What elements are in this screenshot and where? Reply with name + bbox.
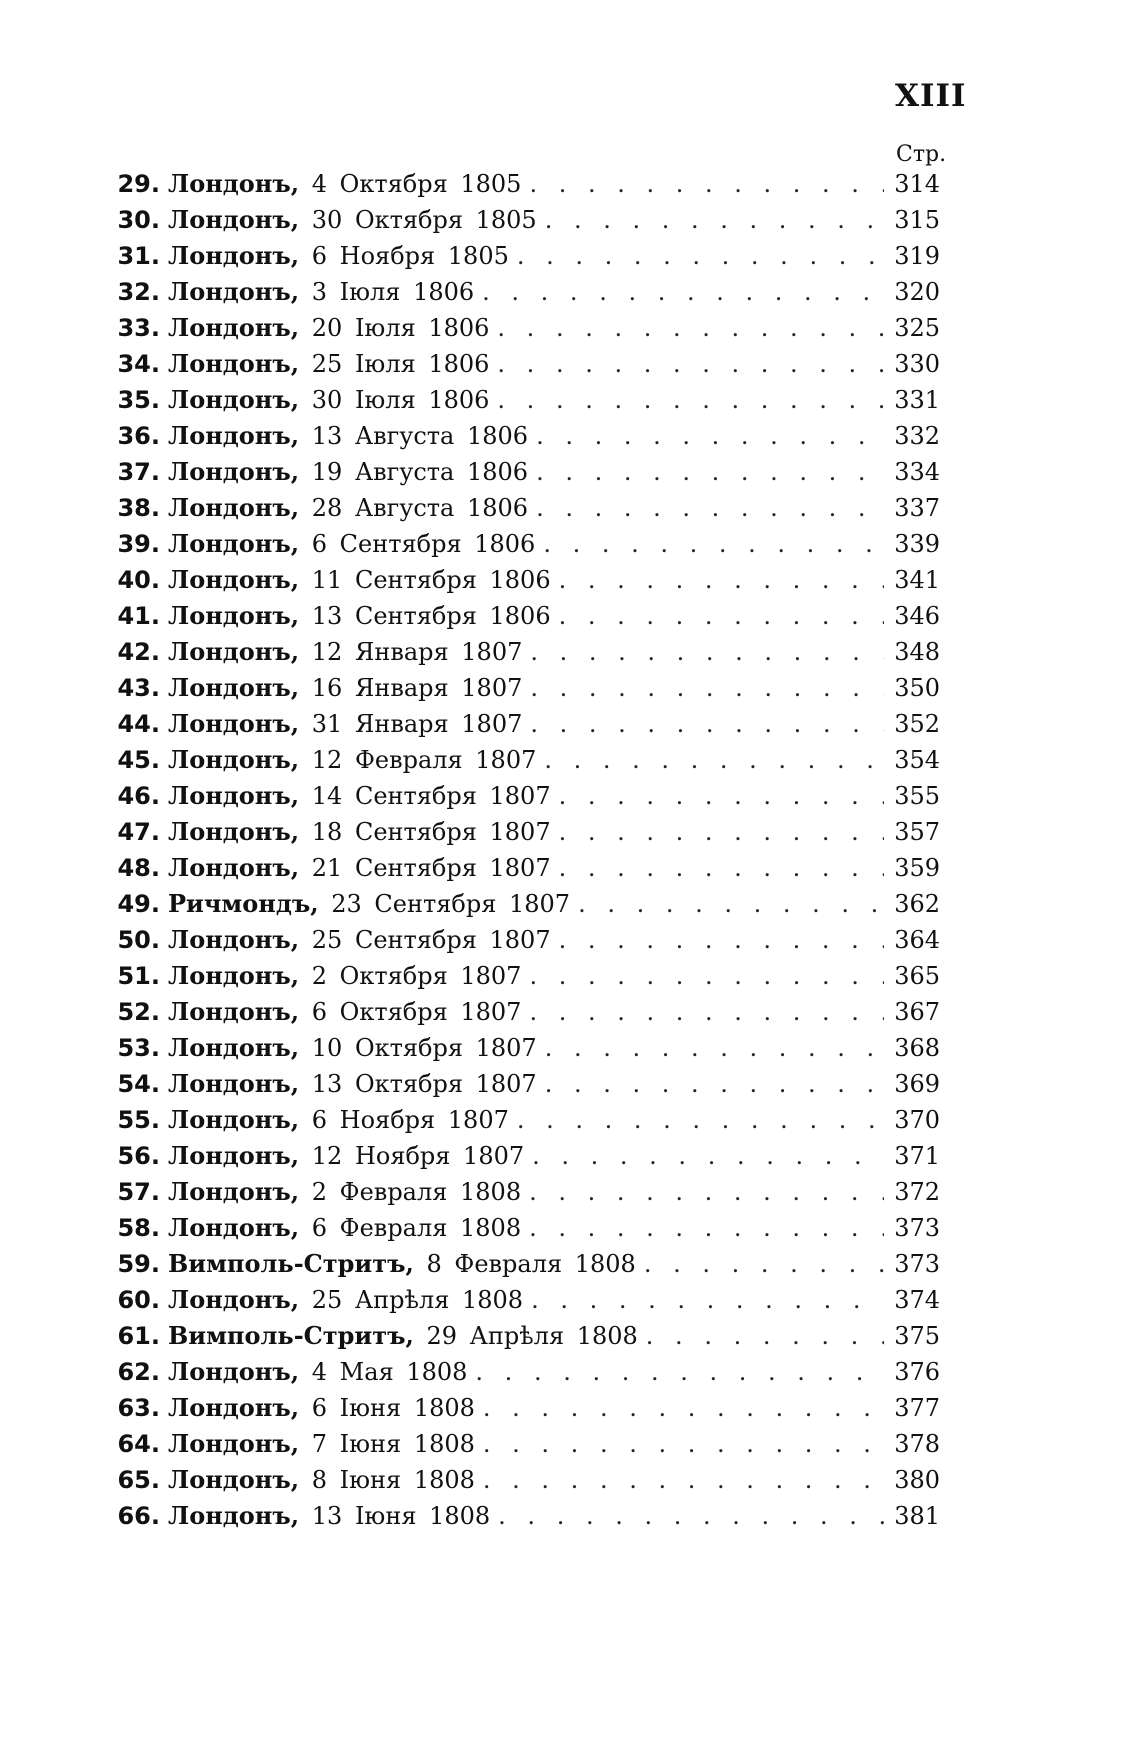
entry-place: Лондонъ, [168,169,300,198]
entry-title [160,1390,475,1426]
entry-page: 381 [894,1502,940,1530]
entry-number: 32. [117,278,160,306]
entry-number: 49. [117,890,160,918]
entry-page: 380 [894,1466,940,1494]
entry-place: Лондонъ, [168,997,300,1026]
entry-title [160,1210,521,1246]
toc-entry [100,274,940,310]
page-column-heading: Стр. [896,142,947,167]
toc-entry [100,310,940,346]
dot-leader [545,1030,884,1066]
entry-date: 12 Февраля 1807 [311,746,537,774]
entry-place: Лондонъ, [168,205,300,234]
entry-place: Лондонъ, [168,817,300,846]
entry-page: 341 [894,566,940,594]
toc-entry [100,490,940,526]
dot-leader [578,886,884,922]
entry-title [160,634,522,670]
entry-place: Лондонъ, [168,781,300,810]
toc-entry [100,958,940,994]
entry-place: Лондонъ, [168,1105,300,1134]
toc-entry [100,994,940,1030]
dot-leader [559,850,884,886]
entry-title [160,202,537,238]
entry-number: 40. [117,566,160,594]
entry-page: 377 [894,1394,940,1422]
entry-title [160,850,551,886]
toc-entry [100,886,940,922]
dot-leader [530,634,884,670]
entry-page: 332 [894,422,940,450]
entry-date: 11 Сентября 1806 [311,566,551,594]
entry-date: 31 Января 1807 [311,710,523,738]
entry-place: Лондонъ, [168,1213,300,1242]
entry-place: Лондонъ, [168,709,300,738]
entry-page: 370 [894,1106,940,1134]
entry-number: 54. [117,1070,160,1098]
toc-entry [100,454,940,490]
entry-date: 30 Іюля 1806 [311,386,490,414]
entry-page: 372 [894,1178,940,1206]
entry-page: 373 [894,1250,940,1278]
dot-leader [498,1498,884,1534]
dot-leader [529,958,884,994]
entry-date: 13 Октября 1807 [311,1070,537,1098]
toc-entry [100,670,940,706]
entry-number: 36. [117,422,160,450]
entry-number: 50. [117,926,160,954]
entry-page: 339 [894,530,940,558]
entry-date: 7 Іюня 1808 [311,1430,475,1458]
dot-leader [529,1210,884,1246]
entry-title [160,382,489,418]
entry-page: 376 [894,1358,940,1386]
entry-date: 23 Сентября 1807 [331,890,571,918]
entry-page: 355 [894,782,940,810]
entry-place: Лондонъ, [168,241,300,270]
entry-number: 52. [117,998,160,1026]
dot-leader [517,1102,884,1138]
entry-place: Лондонъ, [168,1465,300,1494]
entry-date: 30 Октября 1805 [311,206,537,234]
entry-place: Лондонъ, [168,385,300,414]
entry-title [160,346,489,382]
dot-leader [536,418,884,454]
entry-title [160,1030,537,1066]
entry-page: 352 [894,710,940,738]
toc-entry [100,166,940,202]
entry-place: Лондонъ, [168,961,300,990]
entry-date: 29 Апрѣля 1808 [426,1322,638,1350]
entry-date: 18 Сентября 1807 [311,818,551,846]
entry-number: 38. [117,494,160,522]
toc-entry [100,562,940,598]
entry-date: 25 Апрѣля 1808 [311,1286,524,1314]
entry-title [160,814,551,850]
entry-place: Лондонъ, [168,853,300,882]
toc-entry [100,1210,940,1246]
dot-leader [497,382,884,418]
entry-date: 19 Августа 1806 [311,458,529,486]
entry-date: 4 Октября 1805 [311,170,522,198]
toc-entry [100,598,940,634]
entry-date: 25 Іюля 1806 [311,350,490,378]
entry-place: Лондонъ, [168,745,300,774]
entry-number: 30. [117,206,160,234]
dot-leader [536,490,884,526]
entry-number: 39. [117,530,160,558]
toc-entry [100,814,940,850]
entry-place: Лондонъ, [168,1285,300,1314]
entry-title [160,274,474,310]
dot-leader [545,1066,884,1102]
entry-date: 16 Января 1807 [311,674,523,702]
entry-number: 48. [117,854,160,882]
entry-date: 21 Сентября 1807 [311,854,551,882]
entry-date: 6 Февраля 1808 [311,1214,522,1242]
entry-page: 325 [894,314,940,342]
entry-date: 14 Сентября 1807 [311,782,551,810]
page-number: XIII [895,78,967,114]
entry-place: Лондонъ, [168,421,300,450]
entry-page: 330 [894,350,940,378]
entry-title [160,526,535,562]
entry-number: 29. [117,170,160,198]
toc-entry [100,526,940,562]
toc-entry [100,1102,940,1138]
entry-date: 10 Октября 1807 [311,1034,537,1062]
entry-place: Лондонъ, [168,1429,300,1458]
entry-number: 55. [117,1106,160,1134]
entry-page: 315 [894,206,940,234]
entry-title [160,1498,490,1534]
dot-leader [475,1354,884,1390]
entry-number: 46. [117,782,160,810]
entry-number: 47. [117,818,160,846]
entry-title [160,490,528,526]
entry-title [160,742,536,778]
toc-entry [100,1282,940,1318]
entry-title [160,1174,521,1210]
entry-title [160,238,509,274]
toc-entry [100,1174,940,1210]
entry-date: 6 Октября 1807 [311,998,522,1026]
entry-page: 371 [894,1142,940,1170]
entry-number: 62. [117,1358,160,1386]
entry-number: 63. [117,1394,160,1422]
entry-page: 374 [894,1286,940,1314]
entry-date: 12 Января 1807 [311,638,523,666]
entry-page: 331 [894,386,940,414]
entry-page: 362 [894,890,940,918]
toc-entry [100,1390,940,1426]
entry-title [160,1462,475,1498]
toc-entry [100,634,940,670]
entry-date: 6 Сентября 1806 [311,530,536,558]
entry-place: Лондонъ, [168,1501,300,1530]
entry-place: Лондонъ, [168,1069,300,1098]
entry-page: 319 [894,242,940,270]
toc-entry [100,1462,940,1498]
dot-leader [530,670,884,706]
entry-place: Лондонъ, [168,925,300,954]
dot-leader [532,1138,884,1174]
dot-leader [559,922,884,958]
dot-leader [559,778,884,814]
entry-number: 33. [117,314,160,342]
entry-number: 41. [117,602,160,630]
entry-place: Лондонъ, [168,349,300,378]
dot-leader [536,454,884,490]
entry-date: 8 Іюня 1808 [311,1466,475,1494]
dot-leader [483,1462,884,1498]
entry-place: Лондонъ, [168,529,300,558]
toc-entry [100,1354,940,1390]
entry-page: 337 [894,494,940,522]
entry-number: 56. [117,1142,160,1170]
entry-title [160,1102,509,1138]
entry-place: Лондонъ, [168,313,300,342]
toc-entry [100,1030,940,1066]
toc-entry [100,238,940,274]
entry-place: Вимполь-Стритъ, [168,1249,414,1278]
entry-place: Вимполь-Стритъ, [168,1321,414,1350]
entry-number: 31. [117,242,160,270]
entry-date: 13 Іюня 1808 [311,1502,491,1530]
toc-entry [100,382,940,418]
entry-number: 53. [117,1034,160,1062]
entry-title [160,310,489,346]
entry-number: 66. [117,1502,160,1530]
entry-date: 4 Мая 1808 [311,1358,468,1386]
entry-place: Лондонъ, [168,637,300,666]
entry-title [160,670,522,706]
dot-leader [531,1282,884,1318]
toc-entry [100,1246,940,1282]
toc-entry [100,202,940,238]
dot-leader [646,1318,884,1354]
entry-title [160,418,528,454]
entry-date: 3 Іюля 1806 [311,278,475,306]
entry-number: 34. [117,350,160,378]
dot-leader [529,994,884,1030]
entry-date: 13 Августа 1806 [311,422,529,450]
dot-leader [497,310,884,346]
entry-title [160,1354,467,1390]
entry-number: 42. [117,638,160,666]
dot-leader [529,1174,884,1210]
entry-number: 57. [117,1178,160,1206]
entry-number: 37. [117,458,160,486]
entry-page: 314 [894,170,940,198]
entry-number: 51. [117,962,160,990]
entry-page: 346 [894,602,940,630]
entry-title [160,778,551,814]
entry-place: Лондонъ, [168,1357,300,1386]
entry-date: 25 Сентября 1807 [311,926,551,954]
entry-date: 2 Февраля 1808 [311,1178,522,1206]
dot-leader [545,202,884,238]
entry-title [160,706,522,742]
entry-date: 8 Февраля 1808 [426,1250,636,1278]
dot-leader [544,742,884,778]
entry-page: 365 [894,962,940,990]
dot-leader [483,1390,884,1426]
entry-title [160,922,551,958]
entry-place: Лондонъ, [168,457,300,486]
entry-title [160,562,551,598]
entry-number: 60. [117,1286,160,1314]
dot-leader [530,706,884,742]
entry-date: 6 Ноября 1807 [311,1106,509,1134]
toc-entry [100,850,940,886]
entry-title [160,598,551,634]
entry-page: 378 [894,1430,940,1458]
entry-title [160,1282,523,1318]
entry-page: 354 [894,746,940,774]
entry-title [160,454,528,490]
entry-title [160,1138,524,1174]
dot-leader [559,598,884,634]
toc-entry [100,1318,940,1354]
toc-entry [100,778,940,814]
entry-place: Ричмондъ, [168,889,319,918]
toc-entry [100,706,940,742]
entry-title [160,994,521,1030]
toc-entry [100,1498,940,1534]
entry-date: 6 Іюня 1808 [311,1394,475,1422]
entry-title [160,166,521,202]
toc-entry [100,1426,940,1462]
entry-number: 59. [117,1250,160,1278]
entry-number: 65. [117,1466,160,1494]
dot-leader [483,1426,884,1462]
entry-number: 58. [117,1214,160,1242]
entry-page: 320 [894,278,940,306]
entry-title [160,1246,636,1282]
entry-place: Лондонъ, [168,1177,300,1206]
entry-page: 359 [894,854,940,882]
dot-leader [559,562,884,598]
entry-number: 64. [117,1430,160,1458]
toc-entry [100,418,940,454]
dot-leader [559,814,884,850]
entry-page: 369 [894,1070,940,1098]
toc-entry [100,922,940,958]
entry-place: Лондонъ, [168,1033,300,1062]
entry-number: 45. [117,746,160,774]
toc-entry [100,346,940,382]
dot-leader [529,166,884,202]
dot-leader [497,346,884,382]
entry-place: Лондонъ, [168,277,300,306]
entry-place: Лондонъ, [168,1393,300,1422]
entry-date: 2 Октября 1807 [311,962,522,990]
entry-place: Лондонъ, [168,1141,300,1170]
entry-date: 6 Ноября 1805 [311,242,509,270]
entry-place: Лондонъ, [168,673,300,702]
entry-title [160,958,521,994]
entry-title [160,1318,638,1354]
entry-place: Лондонъ, [168,601,300,630]
entry-page: 373 [894,1214,940,1242]
entry-date: 13 Сентября 1806 [311,602,551,630]
dot-leader [482,274,884,310]
dot-leader [517,238,884,274]
entry-page: 367 [894,998,940,1026]
entry-page: 350 [894,674,940,702]
entry-title [160,1066,537,1102]
entry-date: 12 Ноября 1807 [311,1142,525,1170]
entry-number: 43. [117,674,160,702]
dot-leader [644,1246,884,1282]
entry-page: 368 [894,1034,940,1062]
entry-place: Лондонъ, [168,493,300,522]
toc-entry [100,742,940,778]
entry-page: 364 [894,926,940,954]
toc-entry [100,1066,940,1102]
dot-leader [543,526,884,562]
entry-title [160,886,570,922]
entry-page: 334 [894,458,940,486]
entry-date: 28 Августа 1806 [311,494,529,522]
entry-place: Лондонъ, [168,565,300,594]
entry-page: 348 [894,638,940,666]
entry-number: 35. [117,386,160,414]
entry-number: 61. [117,1322,160,1350]
toc-entry [100,1138,940,1174]
entry-page: 375 [894,1322,940,1350]
entry-number: 44. [117,710,160,738]
table-of-contents [100,166,940,1534]
entry-title [160,1426,475,1462]
entry-date: 20 Іюля 1806 [311,314,490,342]
entry-page: 357 [894,818,940,846]
